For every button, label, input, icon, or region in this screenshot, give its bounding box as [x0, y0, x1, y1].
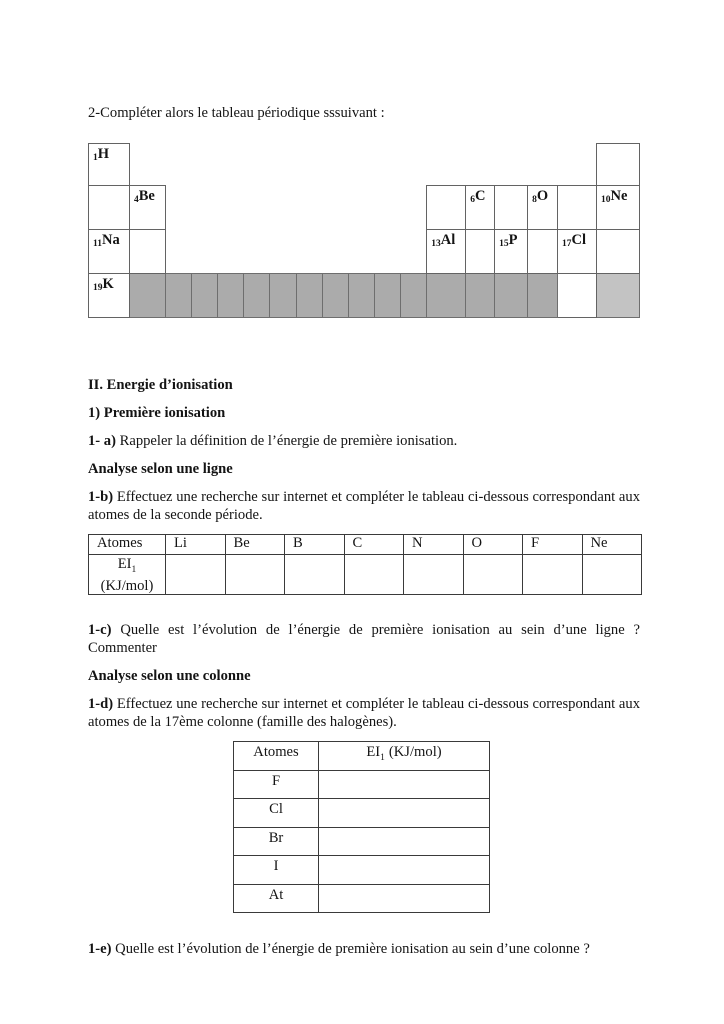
- pt-cell-h: [89, 144, 130, 186]
- question-1e-text: Quelle est l’évolution de l’énergie de première ionisation au sein d’une colonne ?: [111, 941, 590, 958]
- element-label-c: 6C: [470, 188, 486, 205]
- heading-text: 2-Compléter alors le tableau périodique sssuivant :: [88, 105, 385, 121]
- period2-header-ne: Ne: [582, 535, 642, 555]
- period2-value-cell: [225, 555, 285, 595]
- question-1d: [88, 695, 640, 731]
- period2-header-c: C: [344, 535, 404, 555]
- halogens-row-cl: Cl: [234, 799, 319, 828]
- element-label-na: 11Na: [93, 232, 120, 249]
- pt-cell-empty-col13-row2: [427, 186, 466, 230]
- ei1-label: $EI_1$: [117, 556, 137, 575]
- element-label-o: 8O: [532, 188, 549, 205]
- pt-cell-empty-col17-row2: [558, 186, 597, 230]
- pt-grey-cell: [165, 274, 191, 318]
- question-1d-label: 1-d): [88, 695, 114, 712]
- pt-grey-cell: [375, 274, 401, 318]
- section-title-ionisation: II. Energie d’ionisation: [88, 377, 233, 393]
- halogens-value-cell: [319, 856, 490, 885]
- pt-cell-p: [495, 230, 528, 274]
- pt-grey-cell: [192, 274, 218, 318]
- period2-value-cell: [344, 555, 404, 595]
- pt-grey-cell: [322, 274, 348, 318]
- halogens-row-at: At: [234, 884, 319, 913]
- pt-grey-cell: [270, 274, 296, 318]
- halogens-row-br: Br: [234, 827, 319, 856]
- question-1e: [88, 940, 640, 958]
- pt-cell-na: [89, 230, 130, 274]
- period2-header-atomes: Atomes: [89, 535, 166, 555]
- question-1e-label: 1-e): [88, 941, 112, 958]
- period2-value-cell: [285, 555, 345, 595]
- period2-header-o: O: [463, 535, 523, 555]
- periodic-table-sketch: [88, 143, 640, 318]
- period2-header-be: Be: [225, 535, 285, 555]
- pt-grey-cell: [528, 274, 558, 318]
- period2-value-cell: [523, 555, 583, 595]
- question-1c-text: Quelle est l’évolution de l’énergie de première ionisation au sein d’une ligne ? Commenter: [88, 621, 640, 656]
- period2-header-li: Li: [166, 535, 226, 555]
- period2-ei-row-label: [89, 555, 166, 595]
- question-1c-label: 1-c): [88, 621, 112, 638]
- question-1b-label: 1-b): [88, 489, 114, 505]
- pt-grey-cell: [348, 274, 374, 318]
- halogens-value-cell: [319, 884, 490, 913]
- question-1c: [88, 621, 640, 657]
- halogens-row-f: F: [234, 770, 319, 799]
- pt-cell-k: [89, 274, 130, 318]
- period2-value-cell: [404, 555, 464, 595]
- halogens-header-ei: $EI_1$ (KJ/mol): [319, 741, 490, 770]
- pt-cell-empty-col18-row3: [596, 230, 639, 274]
- period2-value-cell: [166, 555, 226, 595]
- halogens-header-atomes: Atomes: [234, 741, 319, 770]
- element-label-ne: 10Ne: [600, 188, 628, 205]
- question-1a-label: 1- a): [88, 433, 116, 449]
- pt-cell-empty-col1-row2: [89, 186, 130, 230]
- question-1b: [88, 488, 640, 524]
- pt-grey-cell: [218, 274, 244, 318]
- halogens-row-i: I: [234, 856, 319, 885]
- halogens-value-cell: [319, 799, 490, 828]
- pt-lightgrey-cell: [596, 274, 639, 318]
- halogens-value-cell: [319, 827, 490, 856]
- pt-cell-empty-col2-row3: [129, 230, 165, 274]
- pt-cell-be: [129, 186, 165, 230]
- pt-cell-empty-col15-row2: [495, 186, 528, 230]
- analyse-colonne-title: Analyse selon une colonne: [88, 667, 251, 684]
- pt-cell-o: [528, 186, 558, 230]
- period2-value-cell: [582, 555, 642, 595]
- pt-grey-cell: [401, 274, 427, 318]
- element-label-al: 13Al: [431, 232, 456, 249]
- element-label-cl: 17Cl: [562, 232, 587, 249]
- pt-grey-cell: [495, 274, 528, 318]
- analyse-ligne-title: Analyse selon une ligne: [88, 461, 233, 477]
- pt-cell-empty-col16-row3: [528, 230, 558, 274]
- halogens-value-cell: [319, 770, 490, 799]
- subsection-premiere-ionisation: 1) Première ionisation: [88, 405, 226, 421]
- pt-cell-cl: [558, 230, 597, 274]
- period2-header-b: B: [285, 535, 345, 555]
- pt-cell-c: [466, 186, 495, 230]
- pt-grey-cell: [296, 274, 322, 318]
- period2-header-n: N: [404, 535, 464, 555]
- pt-cell-white-col17-row4: [558, 274, 597, 318]
- element-label-p: 15P: [499, 232, 518, 249]
- question-1a-text: Rappeler la définition de l’énergie de première ionisation.: [115, 433, 458, 449]
- halogens-ei-table: [233, 741, 490, 914]
- element-label-k: 19K: [93, 276, 114, 293]
- heading-complete-periodic-table: [88, 104, 640, 122]
- pt-cell-al: [427, 230, 466, 274]
- pt-cell-empty-col14-row3: [466, 230, 495, 274]
- pt-grey-cell: [244, 274, 270, 318]
- period2-value-cell: [463, 555, 523, 595]
- question-1a: [88, 432, 640, 450]
- question-1b-text: Effectuez une recherche sur internet et compléter le tableau ci-dessous correspondant aux atomes de la seconde période.: [88, 489, 640, 523]
- element-label-h: 1H: [93, 146, 110, 163]
- period2-header-f: F: [523, 535, 583, 555]
- ei1-unit: (KJ/mol): [100, 577, 154, 594]
- question-1d-text: Effectuez une recherche sur internet et compléter le tableau ci-dessous correspondant aux atomes de la 17ème colonne (famille des halogènes).: [88, 695, 640, 730]
- pt-cell-ne: [596, 186, 639, 230]
- period2-ei-table: [88, 534, 642, 595]
- element-label-be: 4Be: [133, 188, 155, 205]
- pt-cell-empty-col18-row1: [596, 144, 639, 186]
- pt-grey-cell: [129, 274, 165, 318]
- pt-grey-cell: [427, 274, 466, 318]
- pt-grey-cell: [466, 274, 495, 318]
